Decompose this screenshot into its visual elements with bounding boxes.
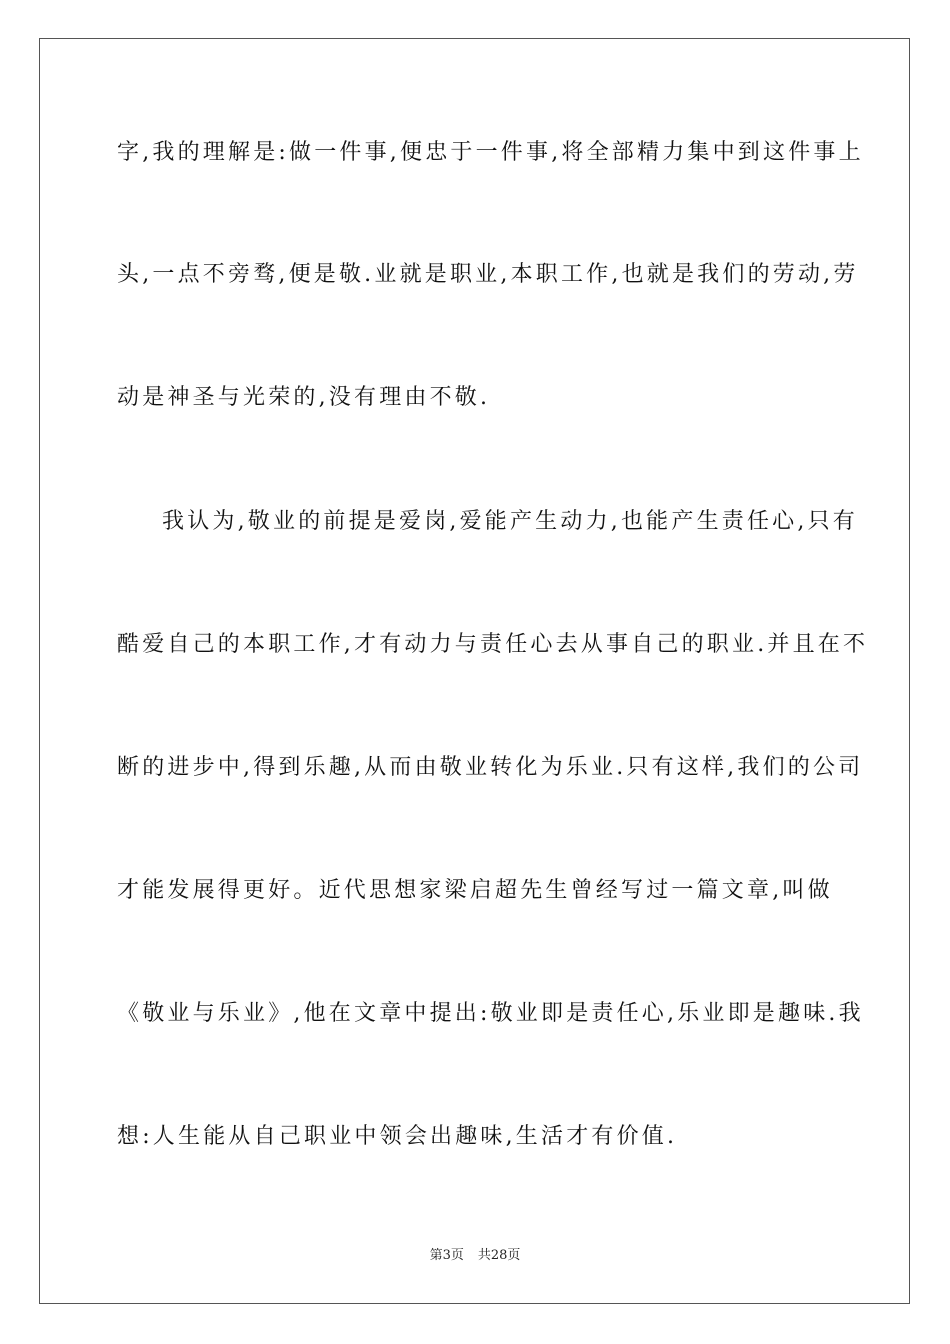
text-line-5: 酷爱自己的本职工作,才有动力与责任心去从事自己的职业.并且在不	[117, 632, 869, 657]
text-line-7: 才能发展得更好。近代思想家梁启超先生曾经写过一篇文章,叫做	[117, 878, 833, 903]
total-pages: 共28页	[477, 1248, 521, 1263]
text-line-3: 动是神圣与光荣的,没有理由不敬.	[117, 385, 491, 410]
text-line-2: 头,一点不旁骛,便是敬.业就是职业,本职工作,也就是我们的劳动,劳	[117, 262, 859, 287]
page-border	[39, 38, 910, 1304]
text-line-1: 字,我的理解是:做一件事,便忠于一件事,将全部精力集中到这件事上	[117, 140, 864, 165]
page-footer	[0, 1247, 950, 1265]
text-line-8: 《敬业与乐业》,他在文章中提出:敬业即是责任心,乐业即是趣味.我	[117, 1001, 864, 1026]
text-line-9: 想:人生能从自己职业中领会出趣味,生活才有价值.	[117, 1124, 678, 1149]
page-number: 第3页	[429, 1248, 464, 1263]
text-line-4: 我认为,敬业的前提是爱岗,爱能产生动力,也能产生责任心,只有	[162, 509, 858, 534]
text-line-6: 断的进步中,得到乐趣,从而由敬业转化为乐业.只有这样,我们的公司	[117, 755, 864, 780]
